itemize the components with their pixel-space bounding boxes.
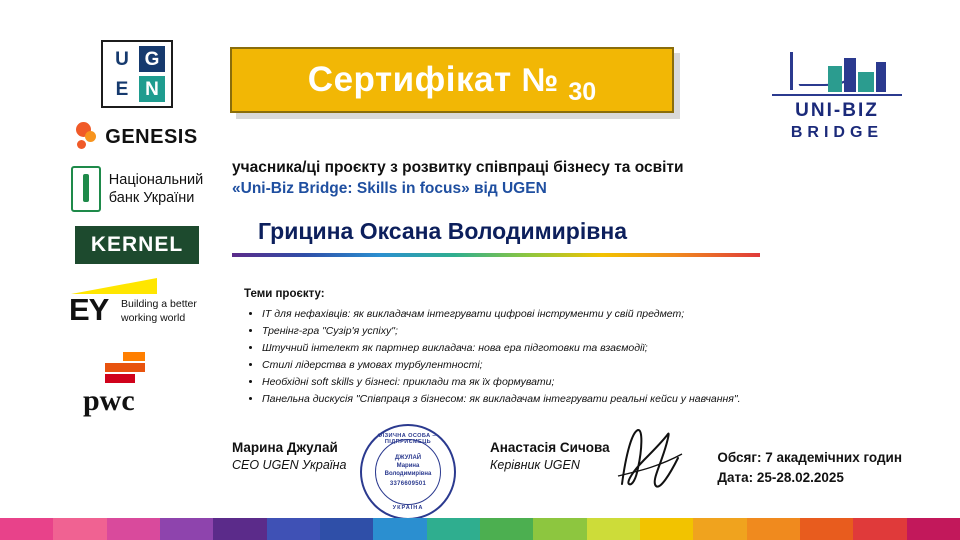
genesis-wordmark: GENESIS [105,125,198,148]
footer-color-segment [587,518,640,540]
subtitle-line1: учасника/ці проєкту з розвитку співпраці бізнесу та освіти [232,159,684,176]
footer-color-segment [373,518,426,540]
list-item: • Штучний інтелект як партнер викладача: нова ера підготовки та взаємодії; [262,340,804,357]
certificate-number: 30 [568,78,597,106]
topics-list [244,306,804,408]
meta-hours: Обсяг: 7 академічних годин [717,450,902,465]
ugen-letter-n: N [139,76,165,102]
footer-color-segment [267,518,320,540]
footer-color-segment [853,518,906,540]
ubb-line2: BRIDGE [790,124,884,141]
list-item: • Тренінг-гра "Сузір'я успіху"; [262,323,804,340]
footer-color-segment [53,518,106,540]
kernel-wordmark: KERNEL [75,226,199,264]
ugen-letter-g: G [139,46,165,72]
signatory-name: Марина Джулай [232,440,338,455]
footer-color-segment [0,518,53,540]
stamp-line2: Марина [396,462,420,469]
list-item: • Стилі лідерства в умовах турбулентності; [262,357,804,374]
topics-heading: Теми проєкту: [244,288,325,300]
certificate-title-banner [230,47,674,113]
footer-color-segment [907,518,960,540]
footer-color-segment [640,518,693,540]
meta-date: Дата: 25-28.02.2025 [717,470,844,486]
subtitle-line2: «Uni-Biz Bridge: Skills in focus» від UGEN [232,179,547,197]
ugen-letter-u: U [115,48,129,70]
ugen-logo-mark [101,40,173,108]
handwritten-signature [612,424,692,494]
stamp-code: 3376609501 [389,481,427,488]
rainbow-divider [232,253,760,257]
sponsor-logo-column [62,40,212,416]
footer-color-segment [800,518,853,540]
signatory-role: CEO UGEN Україна [232,458,347,472]
logo-uni-biz-bridge [772,50,902,142]
nbu-emblem-icon [71,166,101,212]
footer-color-segment [107,518,160,540]
pwc-wordmark: pwc [83,384,135,417]
signatory-name: Анастасія Сичова [490,440,610,455]
ey-wordmark: EY [69,292,109,327]
ugen-letter-e: E [115,78,129,100]
ubb-line1: UNI-BIZ [795,100,879,121]
pwc-blocks-icon [105,352,145,385]
genesis-dots-icon [76,122,98,152]
logo-genesis [62,122,212,152]
bridge-skyline-icon [772,50,902,92]
ey-tagline-line2: working world [121,311,186,324]
footer-color-segment [320,518,373,540]
stamp-line3: Володимирівна [384,470,432,477]
number-symbol: № [521,61,559,98]
list-item: • Необхідні soft skills у бізнесі: приклади та як їх формувати; [262,374,804,391]
signatory-role: Керівник UGEN [490,458,580,472]
stamp-arc-top: ФІЗИЧНА ОСОБА — ПІДПРИЄМЕЦЬ [377,433,439,445]
recipient-name: Грицина Оксана Володимирівна [258,218,628,244]
stamp-line1: ДЖУЛАЙ [394,454,422,461]
logo-national-bank [62,166,212,212]
certificate-title: Сертифікат [307,60,512,99]
footer-color-strip [0,518,960,540]
official-stamp [360,424,456,520]
certificate-subtitle [232,158,752,200]
nbu-line1: Національний [108,171,204,188]
logo-pwc [62,352,212,416]
footer-color-segment [213,518,266,540]
footer-color-segment [533,518,586,540]
certificate-meta [717,448,902,489]
footer-color-segment [747,518,800,540]
ey-tagline-line1: Building a better [121,298,197,310]
footer-color-segment [160,518,213,540]
project-topics [244,288,804,408]
logo-ey [62,278,212,338]
logo-kernel [62,226,212,264]
footer-color-segment [693,518,746,540]
footer-color-segment [480,518,533,540]
list-item: • IT для нефахівців: як викладачам інтегрувати цифрові інструменти у свій предмет; [262,306,804,323]
stamp-arc-bottom: УКРАЇНА [392,505,424,511]
nbu-line2: банк України [108,190,195,206]
logo-ugen [62,40,212,108]
list-item: • Панельна дискусія "Співпраця з бізнесом: як викладачам інтегрувати реальні кейси у навчання". [262,391,804,408]
ubb-divider [772,94,902,96]
footer-color-segment [427,518,480,540]
